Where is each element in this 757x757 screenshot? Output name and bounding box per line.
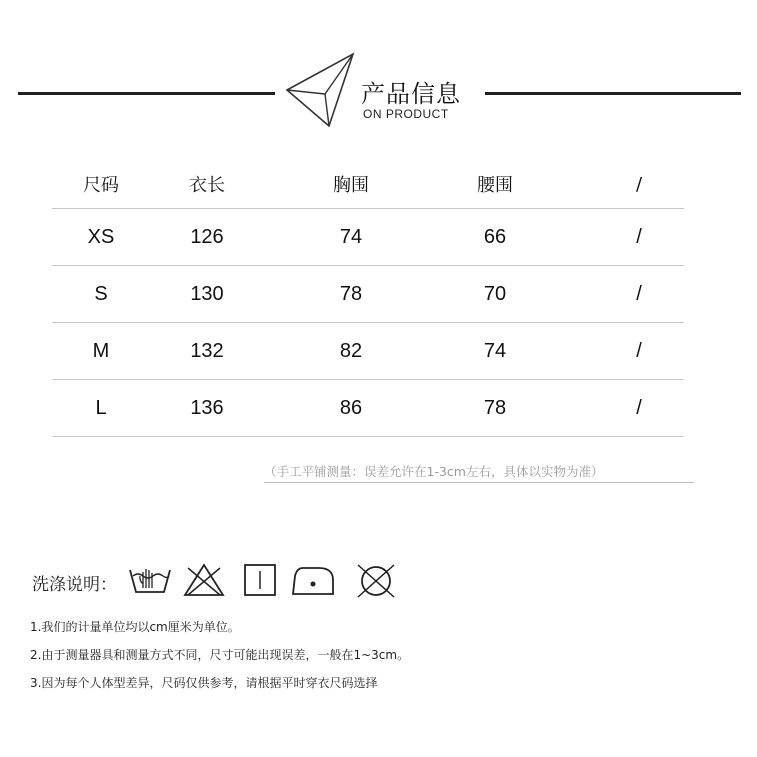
cell-size: S (94, 282, 108, 305)
page-title: 产品信息 (361, 80, 461, 108)
cell-blank: / (636, 339, 642, 362)
measurement-note: （手工平铺测量：误差允许在1-3cm左右，具体以实物为准） (264, 462, 694, 483)
low-iron-icon (289, 562, 337, 598)
table-header-row (52, 160, 684, 209)
table-row (52, 266, 684, 323)
page-subtitle: ON PRODUCT (363, 107, 449, 121)
cell-size: XS (87, 225, 115, 248)
header-waist: 腰围 (477, 175, 513, 196)
cell-waist: 66 (483, 225, 507, 248)
cell-chest: 82 (339, 339, 363, 362)
list-item: 2.由于测量器具和测量方式不同，尺寸可能出现误差，一般在1~3cm。 (30, 648, 410, 662)
cell-size: M (92, 339, 110, 362)
cell-length: 126 (190, 225, 224, 248)
hand-wash-icon (127, 562, 173, 598)
cell-waist: 74 (483, 339, 507, 362)
header-length: 衣长 (189, 175, 225, 196)
tips-list (30, 620, 409, 704)
list-item: 1.我们的计量单位均以cm厘米为单位。 (30, 620, 240, 634)
cell-waist: 78 (483, 396, 507, 419)
header-rule-left (18, 92, 275, 95)
triangle-logo-icon (283, 50, 363, 130)
cell-chest: 78 (339, 282, 363, 305)
line-dry-icon (243, 562, 277, 598)
cell-length: 136 (190, 396, 224, 419)
wash-label: 洗涤说明： (32, 575, 117, 595)
cell-length: 130 (190, 282, 224, 305)
table-row (52, 209, 684, 266)
cell-chest: 74 (339, 225, 363, 248)
header-chest: 胸围 (333, 175, 369, 196)
table-row (52, 380, 684, 437)
header-size: 尺码 (83, 175, 119, 196)
cell-waist: 70 (483, 282, 507, 305)
cell-blank: / (636, 282, 642, 305)
size-table (52, 160, 684, 437)
no-bleach-icon (182, 562, 226, 598)
table-row (52, 323, 684, 380)
no-dry-clean-icon (352, 562, 400, 600)
cell-blank: / (636, 225, 642, 248)
header-rule-right (485, 92, 741, 95)
header-blank: / (635, 173, 643, 195)
cell-blank: / (636, 396, 642, 419)
cell-size: L (95, 396, 107, 419)
list-item: 3.因为每个人体型差异，尺码仅供参考，请根据平时穿衣尺码选择 (30, 676, 378, 690)
cell-chest: 86 (339, 396, 363, 419)
cell-length: 132 (190, 339, 224, 362)
